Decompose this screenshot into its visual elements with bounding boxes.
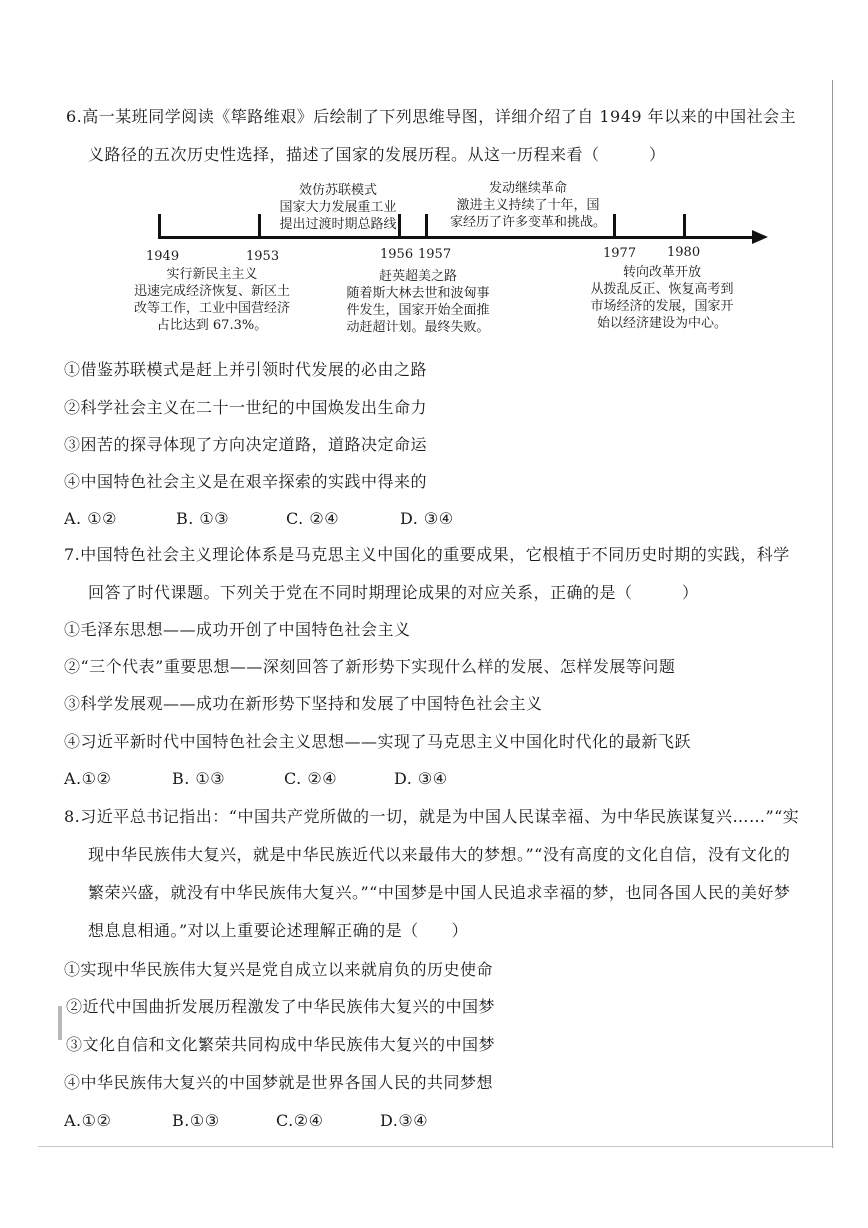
timeline-box-text: 家经历了许多变革和挑战。 (449, 215, 606, 230)
timeline-year: 1956 (380, 247, 414, 262)
q8-stem-line-3: 繁荣兴盛，就没有中华民族伟大复兴。”“中国梦是中国人民追求幸福的梦，也同各国人民的美好梦 (88, 883, 791, 902)
timeline-box-new-democracy (122, 266, 302, 334)
q8-statement-3: ③文化自信和文化繁荣共同构成中华民族伟大复兴的中国梦 (66, 1035, 496, 1054)
q7-statement-2: ②“三个代表”重要思想——深刻回答了新形势下实现什么样的发展、怎样发展等问题 (64, 657, 676, 676)
q7-statement-1: ①毛泽东思想——成功开创了中国特色社会主义 (64, 620, 411, 639)
timeline-box-text: 激进主义持续了十年，国 (456, 198, 600, 213)
timeline-arrow-head (752, 230, 768, 244)
q8-option-b[interactable]: B.①③ (172, 1111, 220, 1130)
q6-stem-line-1: 6.高一某班同学阅读《筚路维艰》后绘制了下列思维导图，详细介绍了自 1949 年以来的中国社会主 (66, 107, 797, 126)
q7-option-b[interactable]: B. ①③ (172, 769, 226, 788)
timeline-box-continuous-revolution (440, 180, 616, 231)
q8-stem-line-1: 8.习近平总书记指出：“中国共产党所做的一切，就是为中国人民谋幸福、为中华民族谋复兴……”“实 (64, 807, 800, 826)
q6-statement-3: ③困苦的探寻体现了方向决定道路，道路决定命运 (64, 435, 428, 454)
timeline-box-catch-up (332, 268, 504, 336)
q8-options (64, 1111, 428, 1131)
timeline-tick-1980 (683, 214, 686, 238)
q7-statement-4: ④习近平新时代中国特色社会主义思想——实现了马克思主义中国化时代化的最新飞跃 (64, 732, 692, 751)
page-right-edge (832, 80, 833, 1148)
q6-option-d[interactable]: D. ③④ (400, 509, 454, 528)
timeline-tick-1956 (398, 214, 401, 238)
timeline-box-text: 始以经济建设为中心。 (596, 316, 727, 331)
timeline-year: 1949 (146, 249, 180, 264)
timeline-tick-1949 (158, 214, 161, 238)
q6-option-a[interactable]: A. ①② (64, 509, 117, 528)
timeline-year: 1977 (603, 246, 637, 261)
timeline-box-text: 提出过渡时期总路线 (279, 217, 397, 232)
timeline-tick-1953 (258, 214, 261, 238)
q6-statement-2: ②科学社会主义在二十一世纪的中国焕发出生命力 (64, 398, 428, 417)
timeline-box-text: 国家大力发展重工业 (279, 200, 397, 215)
timeline-axis (158, 236, 754, 239)
timeline-year: 1953 (246, 249, 280, 264)
timeline-year: 1957 (418, 247, 452, 262)
q8-stem-line-4: 想息息相通。”对以上重要论述理解正确的是（ ） (88, 921, 469, 940)
q7-stem-line-2: 回答了时代课题。下列关于党在不同时期理论成果的对应关系，正确的是（ ） (88, 583, 699, 602)
timeline-box-text: 从拨乱反正、恢复高考到 (590, 282, 734, 297)
timeline-box-text: 件发生，国家开始全面推 (346, 303, 490, 318)
q6-stem-line-2: 义路径的五次历史性选择，描述了国家的发展历程。从这一历程来看（ ） (88, 145, 666, 164)
timeline-tick-1957 (425, 214, 428, 238)
timeline-box-title: 实行新民主主义 (166, 267, 258, 282)
q7-option-a[interactable]: A.①② (64, 769, 112, 788)
q8-option-a[interactable]: A.①② (64, 1111, 112, 1130)
q6-statement-4: ④中国特色社会主义是在艰辛探索的实践中得来的 (64, 472, 428, 491)
q7-stem-line-1: 7.中国特色社会主义理论体系是马克思主义中国化的重要成果，它根植于不同历史时期的实践，科学 (64, 545, 790, 564)
timeline-box-reform-opening (578, 264, 746, 332)
timeline-box-imitate-soviet (258, 182, 418, 233)
timeline-year: 1980 (667, 245, 701, 260)
timeline-box-text: 迅速完成经济恢复、新区土 (133, 284, 290, 299)
page-bottom-edge (38, 1146, 834, 1147)
timeline-box-title: 效仿苏联模式 (298, 183, 377, 198)
timeline-box-text: 占比达到 67.3%。 (156, 318, 268, 333)
timeline-box-text: 市场经济的发展，国家开 (590, 299, 734, 314)
timeline-box-text: 动赶超计划。最终失败。 (346, 320, 490, 335)
q6-statement-1: ①借鉴苏联模式是赶上并引领时代发展的必由之路 (64, 360, 428, 379)
q8-option-c[interactable]: C.②④ (276, 1111, 324, 1130)
q8-statement-2: ②近代中国曲折发展历程激发了中华民族伟大复兴的中国梦 (66, 997, 496, 1016)
q7-statement-3: ③科学发展观——成功在新形势下坚持和发展了中国特色社会主义 (64, 694, 543, 713)
q8-stem-line-2: 现中华民族伟大复兴，就是中华民族近代以来最伟大的梦想。”“没有高度的文化自信，没有文化的 (88, 845, 791, 864)
timeline-box-text: 改等工作，工业中国营经济 (133, 301, 290, 316)
q7-option-c[interactable]: C. ②④ (284, 769, 338, 788)
q6-options (64, 509, 454, 529)
timeline-box-title: 转向改革开放 (622, 265, 701, 280)
q7-options (64, 769, 448, 789)
timeline-box-title: 发动继续革命 (488, 181, 567, 196)
q8-statement-4: ④中华民族伟大复兴的中国梦就是世界各国人民的共同梦想 (64, 1073, 494, 1092)
q8-statement-1: ①实现中华民族伟大复兴是党自成立以来就肩负的历史使命 (64, 960, 494, 979)
q6-option-c[interactable]: C. ②④ (286, 509, 340, 528)
timeline-box-title: 赶英超美之路 (378, 269, 457, 284)
q6-option-b[interactable]: B. ①③ (176, 509, 230, 528)
scan-mark (58, 1006, 62, 1040)
timeline-tick-1977 (613, 214, 616, 238)
q8-option-d[interactable]: D.③④ (380, 1111, 429, 1130)
timeline-box-text: 随着斯大林去世和波匈事 (346, 286, 490, 301)
q7-option-d[interactable]: D. ③④ (394, 769, 448, 788)
